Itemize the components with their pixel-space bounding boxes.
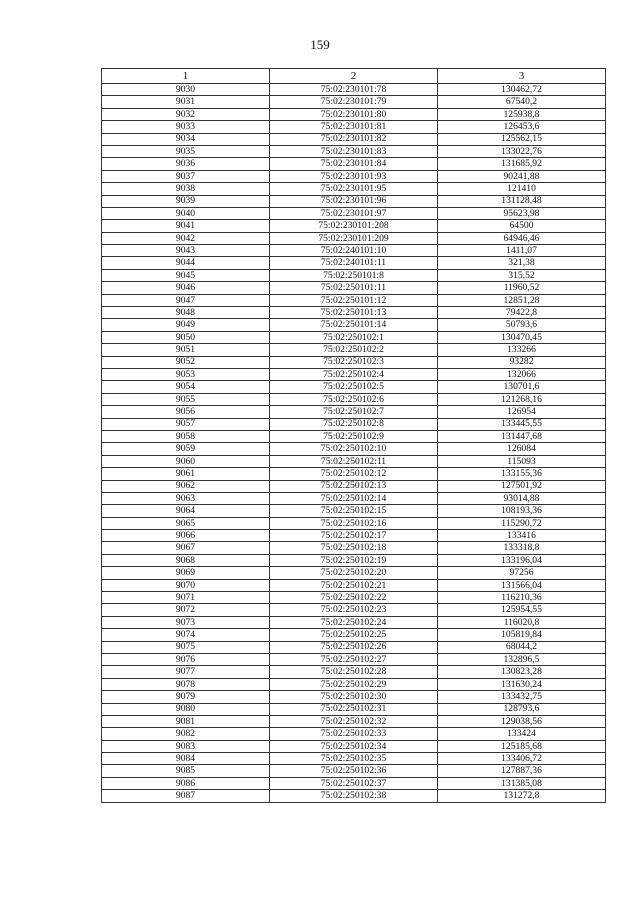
cadastral-number-cell: 75:02:230101:79: [270, 96, 438, 108]
table-row: [102, 579, 606, 591]
value-cell: 130470,45: [438, 331, 606, 343]
table-row: [102, 740, 606, 752]
cadastral-number-cell: 75:02:250102:25: [270, 629, 438, 641]
cadastral-number-cell: 75:02:250102:8: [270, 418, 438, 430]
table-row: [102, 84, 606, 96]
value-cell: 127887,36: [438, 765, 606, 777]
value-cell: 129038,56: [438, 715, 606, 727]
table-row: [102, 505, 606, 517]
cadastral-number-cell: 75:02:250101:8: [270, 269, 438, 281]
table-row: [102, 121, 606, 133]
row-number-cell: 9063: [102, 492, 270, 504]
row-number-cell: 9062: [102, 480, 270, 492]
value-cell: 131566,04: [438, 579, 606, 591]
table-row: [102, 641, 606, 653]
column-header: 2: [270, 69, 438, 84]
row-number-cell: 9070: [102, 579, 270, 591]
value-cell: 121268,16: [438, 393, 606, 405]
table-row: [102, 604, 606, 616]
row-number-cell: 9034: [102, 133, 270, 145]
value-cell: 133155,36: [438, 468, 606, 480]
cadastral-number-cell: 75:02:250102:11: [270, 455, 438, 467]
value-cell: 131630,24: [438, 678, 606, 690]
cadastral-number-cell: 75:02:250102:20: [270, 567, 438, 579]
table-row: [102, 542, 606, 554]
table-row: [102, 430, 606, 442]
row-number-cell: 9039: [102, 195, 270, 207]
row-number-cell: 9080: [102, 703, 270, 715]
row-number-cell: 9073: [102, 616, 270, 628]
row-number-cell: 9042: [102, 232, 270, 244]
table-row: [102, 183, 606, 195]
cadastral-number-cell: 75:02:230101:96: [270, 195, 438, 207]
page-number: 159: [310, 37, 330, 52]
row-number-cell: 9084: [102, 753, 270, 765]
row-number-cell: 9083: [102, 740, 270, 752]
table-row: [102, 282, 606, 294]
cadastral-number-cell: 75:02:250102:18: [270, 542, 438, 554]
cadastral-number-cell: 75:02:250102:34: [270, 740, 438, 752]
value-cell: 133416: [438, 530, 606, 542]
value-cell: 95623,98: [438, 207, 606, 219]
cadastral-number-cell: 75:02:250101:13: [270, 307, 438, 319]
row-number-cell: 9068: [102, 554, 270, 566]
cadastral-number-cell: 75:02:230101:84: [270, 158, 438, 170]
value-cell: 127501,92: [438, 480, 606, 492]
row-number-cell: 9085: [102, 765, 270, 777]
value-cell: 12851,28: [438, 294, 606, 306]
cadastral-number-cell: 75:02:230101:208: [270, 220, 438, 232]
row-number-cell: 9046: [102, 282, 270, 294]
cadastral-number-cell: 75:02:250102:30: [270, 691, 438, 703]
value-cell: 131128,48: [438, 195, 606, 207]
row-number-cell: 9045: [102, 269, 270, 281]
table-row: [102, 158, 606, 170]
table-row: [102, 145, 606, 157]
row-number-cell: 9033: [102, 121, 270, 133]
cadastral-number-cell: 75:02:230101:80: [270, 108, 438, 120]
table-row: [102, 133, 606, 145]
table-row: [102, 666, 606, 678]
table-row: [102, 418, 606, 430]
row-number-cell: 9053: [102, 368, 270, 380]
value-cell: 90241,88: [438, 170, 606, 182]
cadastral-number-cell: 75:02:250102:29: [270, 678, 438, 690]
row-number-cell: 9035: [102, 145, 270, 157]
value-cell: 1411,07: [438, 245, 606, 257]
table-row: [102, 703, 606, 715]
value-cell: 133196,04: [438, 554, 606, 566]
table-row: [102, 319, 606, 331]
row-number-cell: 9051: [102, 344, 270, 356]
value-cell: 115290,72: [438, 517, 606, 529]
cadastral-number-cell: 75:02:250102:36: [270, 765, 438, 777]
value-cell: 64500: [438, 220, 606, 232]
cadastral-number-cell: 75:02:250102:21: [270, 579, 438, 591]
row-number-cell: 9055: [102, 393, 270, 405]
cadastral-number-cell: 75:02:250102:23: [270, 604, 438, 616]
table-row: [102, 443, 606, 455]
cadastral-number-cell: 75:02:230101:93: [270, 170, 438, 182]
table-header-row: [102, 69, 606, 84]
table-row: [102, 406, 606, 418]
row-number-cell: 9087: [102, 790, 270, 802]
cadastral-number-cell: 75:02:250102:3: [270, 356, 438, 368]
cadastral-number-cell: 75:02:250102:33: [270, 728, 438, 740]
row-number-cell: 9058: [102, 430, 270, 442]
row-number-cell: 9066: [102, 530, 270, 542]
value-cell: 116210,36: [438, 592, 606, 604]
cadastral-number-cell: 75:02:230101:95: [270, 183, 438, 195]
cadastral-number-cell: 75:02:250102:31: [270, 703, 438, 715]
cadastral-number-cell: 75:02:250102:17: [270, 530, 438, 542]
column-header: 1: [102, 69, 270, 84]
row-number-cell: 9072: [102, 604, 270, 616]
row-number-cell: 9076: [102, 653, 270, 665]
cadastral-number-cell: 75:02:230101:83: [270, 145, 438, 157]
value-cell: 130462,72: [438, 84, 606, 96]
cadastral-number-cell: 75:02:250102:28: [270, 666, 438, 678]
table-row: [102, 616, 606, 628]
cadastral-number-cell: 75:02:250102:9: [270, 430, 438, 442]
row-number-cell: 9057: [102, 418, 270, 430]
column-header: 3: [438, 69, 606, 84]
value-cell: 133266: [438, 344, 606, 356]
row-number-cell: 9031: [102, 96, 270, 108]
data-table: [101, 68, 606, 803]
row-number-cell: 9056: [102, 406, 270, 418]
table-row: [102, 468, 606, 480]
cadastral-number-cell: 75:02:250102:32: [270, 715, 438, 727]
cadastral-number-cell: 75:02:250102:27: [270, 653, 438, 665]
value-cell: 116020,8: [438, 616, 606, 628]
cadastral-number-cell: 75:02:230101:209: [270, 232, 438, 244]
cadastral-number-cell: 75:02:250102:22: [270, 592, 438, 604]
row-number-cell: 9065: [102, 517, 270, 529]
value-cell: 128793,6: [438, 703, 606, 715]
cadastral-number-cell: 75:02:250102:1: [270, 331, 438, 343]
value-cell: 133318,8: [438, 542, 606, 554]
cadastral-number-cell: 75:02:250102:7: [270, 406, 438, 418]
row-number-cell: 9038: [102, 183, 270, 195]
value-cell: 315,52: [438, 269, 606, 281]
value-cell: 121410: [438, 183, 606, 195]
row-number-cell: 9032: [102, 108, 270, 120]
row-number-cell: 9064: [102, 505, 270, 517]
cadastral-number-cell: 75:02:250102:6: [270, 393, 438, 405]
table-row: [102, 517, 606, 529]
table-row: [102, 344, 606, 356]
cadastral-number-cell: 75:02:250102:38: [270, 790, 438, 802]
row-number-cell: 9040: [102, 207, 270, 219]
table-row: [102, 393, 606, 405]
value-cell: 132066: [438, 368, 606, 380]
table-row: [102, 480, 606, 492]
row-number-cell: 9037: [102, 170, 270, 182]
table-row: [102, 232, 606, 244]
row-number-cell: 9052: [102, 356, 270, 368]
value-cell: 11960,52: [438, 282, 606, 294]
row-number-cell: 9043: [102, 245, 270, 257]
value-cell: 131447,68: [438, 430, 606, 442]
value-cell: 125185,68: [438, 740, 606, 752]
cadastral-number-cell: 75:02:240101:11: [270, 257, 438, 269]
value-cell: 130701,6: [438, 381, 606, 393]
row-number-cell: 9069: [102, 567, 270, 579]
cadastral-number-cell: 75:02:230101:82: [270, 133, 438, 145]
value-cell: 115093: [438, 455, 606, 467]
cadastral-number-cell: 75:02:250101:14: [270, 319, 438, 331]
table-row: [102, 753, 606, 765]
row-number-cell: 9079: [102, 691, 270, 703]
cadastral-number-cell: 75:02:240101:10: [270, 245, 438, 257]
row-number-cell: 9049: [102, 319, 270, 331]
value-cell: 125954,55: [438, 604, 606, 616]
row-number-cell: 9078: [102, 678, 270, 690]
cadastral-number-cell: 75:02:250102:16: [270, 517, 438, 529]
value-cell: 93282: [438, 356, 606, 368]
value-cell: 133424: [438, 728, 606, 740]
value-cell: 133022,76: [438, 145, 606, 157]
row-number-cell: 9082: [102, 728, 270, 740]
table-row: [102, 592, 606, 604]
table-row: [102, 728, 606, 740]
table-row: [102, 108, 606, 120]
table-row: [102, 356, 606, 368]
row-number-cell: 9054: [102, 381, 270, 393]
table-row: [102, 294, 606, 306]
row-number-cell: 9075: [102, 641, 270, 653]
value-cell: 93014,88: [438, 492, 606, 504]
table-row: [102, 96, 606, 108]
value-cell: 321,38: [438, 257, 606, 269]
row-number-cell: 9074: [102, 629, 270, 641]
table-row: [102, 715, 606, 727]
row-number-cell: 9059: [102, 443, 270, 455]
value-cell: 133445,55: [438, 418, 606, 430]
table-row: [102, 567, 606, 579]
table-row: [102, 307, 606, 319]
row-number-cell: 9047: [102, 294, 270, 306]
table-row: [102, 653, 606, 665]
cadastral-number-cell: 75:02:250102:15: [270, 505, 438, 517]
table-row: [102, 368, 606, 380]
cadastral-number-cell: 75:02:250102:12: [270, 468, 438, 480]
table-row: [102, 455, 606, 467]
table-row: [102, 691, 606, 703]
row-number-cell: 9086: [102, 777, 270, 789]
table-row: [102, 554, 606, 566]
cadastral-number-cell: 75:02:250102:5: [270, 381, 438, 393]
value-cell: 126084: [438, 443, 606, 455]
table-row: [102, 530, 606, 542]
cadastral-number-cell: 75:02:230101:97: [270, 207, 438, 219]
table-row: [102, 492, 606, 504]
value-cell: 79422,8: [438, 307, 606, 319]
table-body: [102, 84, 606, 803]
value-cell: 125938,8: [438, 108, 606, 120]
value-cell: 130823,28: [438, 666, 606, 678]
row-number-cell: 9048: [102, 307, 270, 319]
value-cell: 132896,5: [438, 653, 606, 665]
row-number-cell: 9044: [102, 257, 270, 269]
row-number-cell: 9060: [102, 455, 270, 467]
value-cell: 105819,84: [438, 629, 606, 641]
value-cell: 50793,6: [438, 319, 606, 331]
table-row: [102, 678, 606, 690]
cadastral-number-cell: 75:02:250102:14: [270, 492, 438, 504]
row-number-cell: 9077: [102, 666, 270, 678]
value-cell: 126453,6: [438, 121, 606, 133]
cadastral-number-cell: 75:02:250102:35: [270, 753, 438, 765]
cadastral-number-cell: 75:02:250102:26: [270, 641, 438, 653]
table-row: [102, 207, 606, 219]
table-row: [102, 245, 606, 257]
table-row: [102, 195, 606, 207]
table-row: [102, 629, 606, 641]
row-number-cell: 9041: [102, 220, 270, 232]
row-number-cell: 9071: [102, 592, 270, 604]
value-cell: 108193,36: [438, 505, 606, 517]
value-cell: 67540,2: [438, 96, 606, 108]
value-cell: 131385,08: [438, 777, 606, 789]
value-cell: 125562,15: [438, 133, 606, 145]
cadastral-number-cell: 75:02:250102:24: [270, 616, 438, 628]
value-cell: 64946,46: [438, 232, 606, 244]
cadastral-number-cell: 75:02:250101:12: [270, 294, 438, 306]
cadastral-number-cell: 75:02:250102:13: [270, 480, 438, 492]
value-cell: 97256: [438, 567, 606, 579]
cadastral-number-cell: 75:02:230101:81: [270, 121, 438, 133]
table-row: [102, 170, 606, 182]
row-number-cell: 9061: [102, 468, 270, 480]
row-number-cell: 9081: [102, 715, 270, 727]
row-number-cell: 9030: [102, 84, 270, 96]
table-row: [102, 269, 606, 281]
table-row: [102, 220, 606, 232]
value-cell: 126954: [438, 406, 606, 418]
table-row: [102, 777, 606, 789]
table-row: [102, 257, 606, 269]
cadastral-number-cell: 75:02:230101:78: [270, 84, 438, 96]
cadastral-number-cell: 75:02:250102:10: [270, 443, 438, 455]
cadastral-number-cell: 75:02:250102:4: [270, 368, 438, 380]
table-row: [102, 331, 606, 343]
cadastral-number-cell: 75:02:250101:11: [270, 282, 438, 294]
row-number-cell: 9036: [102, 158, 270, 170]
table-row: [102, 790, 606, 802]
row-number-cell: 9067: [102, 542, 270, 554]
cadastral-number-cell: 75:02:250102:2: [270, 344, 438, 356]
table-row: [102, 765, 606, 777]
value-cell: 133432,75: [438, 691, 606, 703]
value-cell: 68044,2: [438, 641, 606, 653]
value-cell: 133406,72: [438, 753, 606, 765]
cadastral-number-cell: 75:02:250102:37: [270, 777, 438, 789]
cadastral-number-cell: 75:02:250102:19: [270, 554, 438, 566]
value-cell: 131272,8: [438, 790, 606, 802]
value-cell: 131685,92: [438, 158, 606, 170]
table-row: [102, 381, 606, 393]
row-number-cell: 9050: [102, 331, 270, 343]
